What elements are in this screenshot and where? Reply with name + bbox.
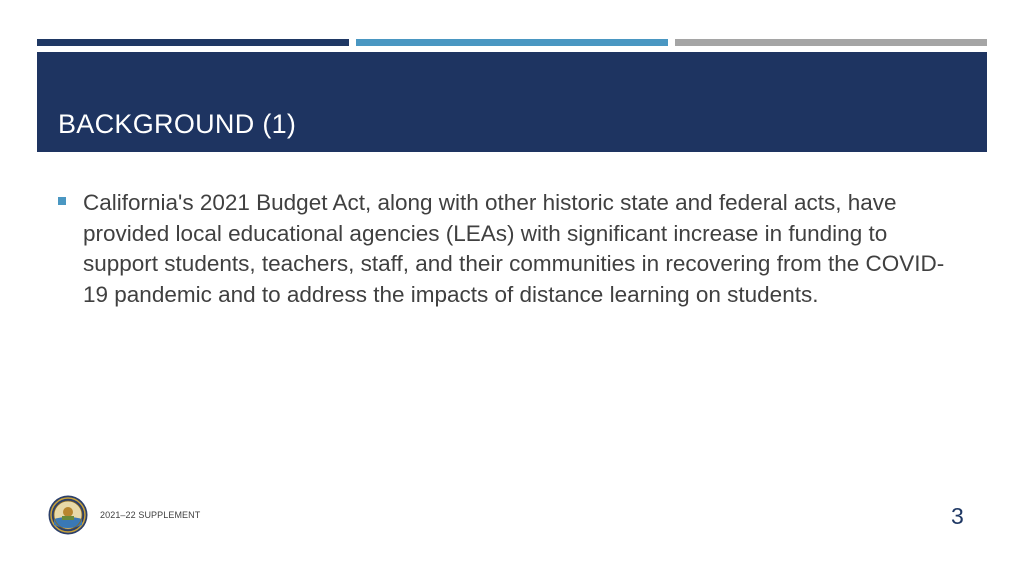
slide-content [56,188,956,310]
state-seal-icon [48,495,88,535]
accent-bar-dark-blue [37,39,349,46]
bullet-text: California's 2021 Budget Act, along with other historic state and federal acts, have provided local educational agencies (LEAs) with significant increase in funding to support students, teachers, staff, and their communities in recovering from the COVID-19 pandemic and to address the impacts of distance learning on students. [83,190,945,307]
page-number: 3 [951,503,964,529]
footer-label: 2021–22 SUPPLEMENT [100,510,201,520]
title-band [37,52,987,152]
slide-title: BACKGROUND (1) [58,109,297,139]
bullet-item [56,188,956,310]
accent-bar-gray [675,39,987,46]
square-bullet-icon [58,197,66,205]
accent-bar-light-blue [356,39,668,46]
